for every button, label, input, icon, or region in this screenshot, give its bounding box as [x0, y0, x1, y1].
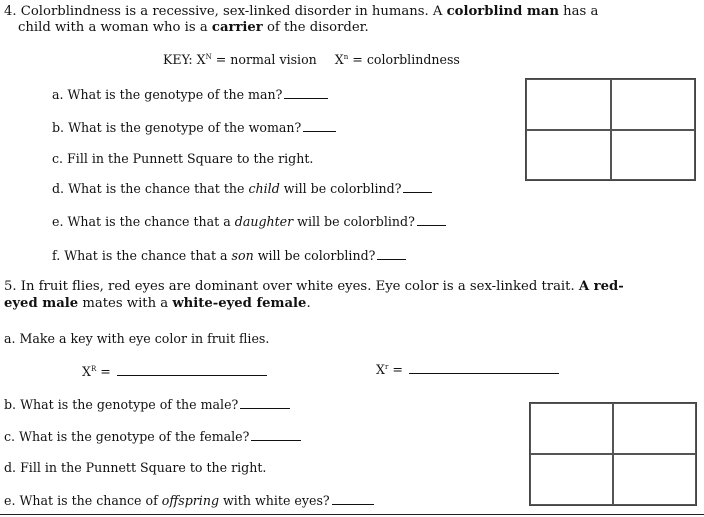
- q4-question-e: e. What is the chance that a daughter will be colorblind?: [52, 214, 446, 230]
- q4-question-c: c. Fill in the Punnett Square to the right.: [52, 151, 314, 166]
- punnett-cell[interactable]: [530, 403, 613, 454]
- q5-punnett-square[interactable]: [529, 402, 697, 506]
- punnett-cell[interactable]: [526, 79, 611, 130]
- q4-intro-line2: child with a woman who is a carrier of the disorder.: [18, 20, 369, 35]
- punnett-cell[interactable]: [611, 79, 696, 130]
- q5-intro-line2: eyed male mates with a white-eyed female.: [4, 296, 311, 311]
- q5-question-b: b. What is the genotype of the male?: [4, 397, 290, 413]
- q4-key: KEY: $X^N$ = normal vision $X^n$ = colorblindness: [163, 52, 460, 67]
- q5-question-c: c. What is the genotype of the female?: [4, 429, 301, 445]
- punnett-cell[interactable]: [526, 130, 611, 181]
- punnett-cell[interactable]: [613, 454, 696, 505]
- q4-question-d: d. What is the chance that the child will be colorblind?: [52, 181, 432, 197]
- q5-question-e: e. What is the chance of offspring with white eyes?: [4, 493, 374, 509]
- q4-question-b: b. What is the genotype of the woman?: [52, 120, 336, 136]
- page-bottom-rule: [0, 514, 704, 515]
- q4-intro-line1: 4. Colorblindness is a recessive, sex-linked disorder in humans. A colorblind man has a: [4, 4, 599, 19]
- punnett-cell[interactable]: [530, 454, 613, 505]
- q5-question-d: d. Fill in the Punnett Square to the right.: [4, 460, 267, 475]
- punnett-cell[interactable]: [613, 403, 696, 454]
- q5-key-red: $X^R$ =: [82, 364, 267, 380]
- q5-question-a: a. Make a key with eye color in fruit flies.: [4, 331, 270, 346]
- punnett-cell[interactable]: [611, 130, 696, 181]
- q4-question-f: f. What is the chance that a son will be colorblind?: [52, 248, 406, 264]
- q5-key-white: $X^r$ =: [376, 362, 559, 378]
- q4-question-a: a. What is the genotype of the man?: [52, 87, 328, 103]
- q5-intro-line1: 5. In fruit flies, red eyes are dominant over white eyes. Eye color is a sex-linked trait. A red-: [4, 279, 624, 294]
- q4-punnett-square[interactable]: [525, 78, 696, 181]
